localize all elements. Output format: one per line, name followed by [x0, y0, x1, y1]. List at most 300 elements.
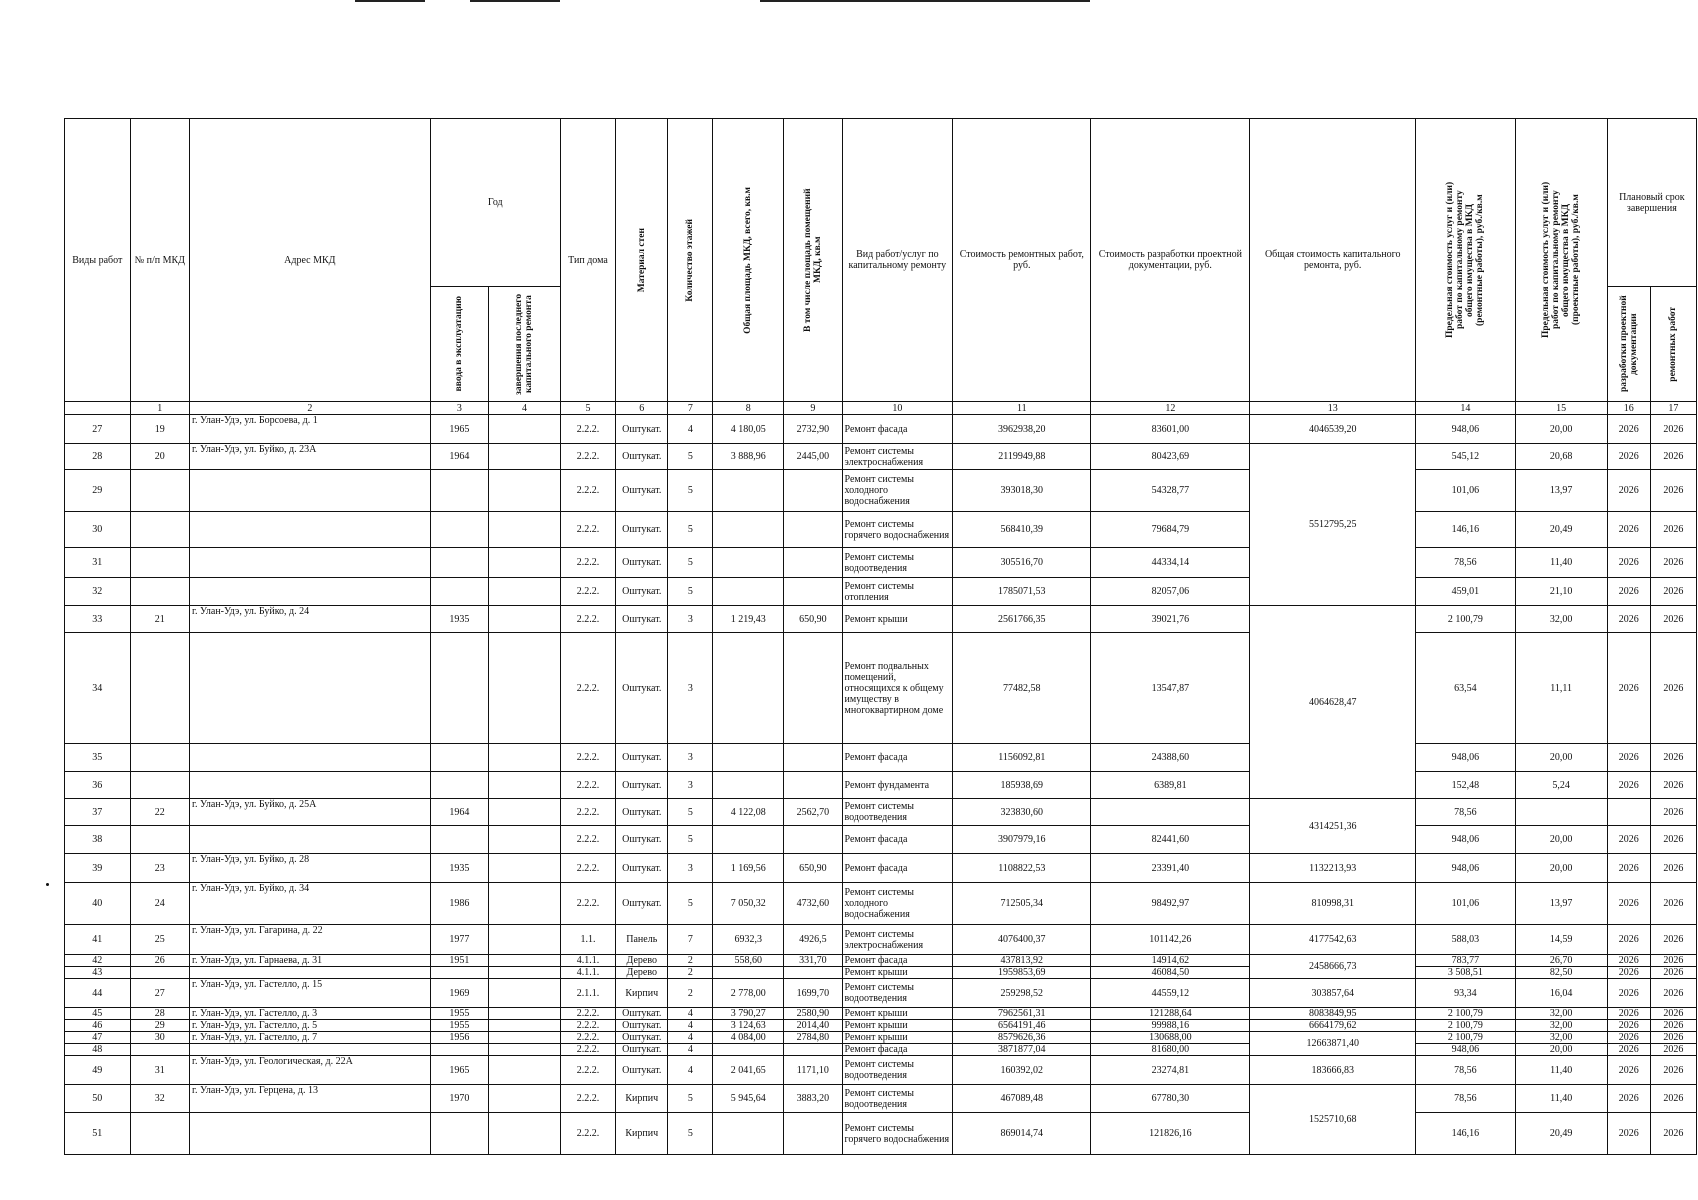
- mkd-number: 23: [130, 854, 189, 883]
- year-last-repair: [489, 633, 561, 744]
- total-area: 1 169,56: [713, 854, 784, 883]
- deadline-design: [1607, 799, 1650, 826]
- design-cost: 121826,16: [1091, 1113, 1250, 1155]
- column-number: 13: [1250, 402, 1416, 415]
- design-cost: 99988,16: [1091, 1020, 1250, 1032]
- scan-edge-line: [760, 0, 1090, 2]
- premises-area: [784, 512, 842, 548]
- work-type: Ремонт системы водоотведения: [842, 1056, 953, 1085]
- repair-cost: 6564191,46: [953, 1020, 1091, 1032]
- column-number: 5: [560, 402, 615, 415]
- year-last-repair: [489, 1044, 561, 1056]
- design-cost: 39021,76: [1091, 606, 1250, 633]
- row-number: 49: [65, 1056, 131, 1085]
- work-type: Ремонт системы холодного водоснабжения: [842, 883, 953, 925]
- design-cost: 82057,06: [1091, 578, 1250, 606]
- year-last-repair: [489, 1032, 561, 1044]
- mkd-number: [130, 1113, 189, 1155]
- repair-cost: 259298,52: [953, 979, 1091, 1008]
- total-area: [713, 772, 784, 799]
- address-cell: г. Улан-Удэ, ул. Буйко, д. 24: [189, 606, 430, 633]
- design-cost: 54328,77: [1091, 470, 1250, 512]
- work-type: Ремонт системы горячего водоснабжения: [842, 512, 953, 548]
- table-row: [65, 633, 1697, 744]
- design-cost: 23391,40: [1091, 854, 1250, 883]
- limit-cost-design: 82,50: [1515, 967, 1607, 979]
- floors-count: 5: [668, 548, 713, 578]
- row-number: 44: [65, 979, 131, 1008]
- limit-cost-repair: 63,54: [1416, 633, 1515, 744]
- year-last-repair: [489, 606, 561, 633]
- premises-area: [784, 1113, 842, 1155]
- table-row: [65, 1008, 1697, 1020]
- house-type: 2.2.2.: [560, 578, 615, 606]
- limit-cost-design: 11,40: [1515, 548, 1607, 578]
- total-area: 4 122,08: [713, 799, 784, 826]
- work-type: Ремонт фасада: [842, 1044, 953, 1056]
- table-row: [65, 979, 1697, 1008]
- limit-cost-design: 20,00: [1515, 744, 1607, 772]
- column-number: 14: [1416, 402, 1515, 415]
- deadline-design: 2026: [1607, 883, 1650, 925]
- col-header-material: Материал стен: [636, 227, 647, 293]
- wall-material: Кирпич: [616, 979, 668, 1008]
- deadline-design: 2026: [1607, 512, 1650, 548]
- total-cost: 6664179,62: [1250, 1020, 1416, 1032]
- row-number: 37: [65, 799, 131, 826]
- floors-count: 3: [668, 606, 713, 633]
- repair-cost: 3871877,04: [953, 1044, 1091, 1056]
- work-type: Ремонт системы водоотведения: [842, 979, 953, 1008]
- limit-cost-design: 20,00: [1515, 1044, 1607, 1056]
- col-header-srok: Плановый срок завершения: [1607, 119, 1696, 287]
- house-type: 2.2.2.: [560, 548, 615, 578]
- total-area: [713, 1044, 784, 1056]
- year-last-repair: [489, 925, 561, 955]
- col-header-tip-doma: Тип дома: [560, 119, 615, 402]
- total-cost: 810998,31: [1250, 883, 1416, 925]
- row-number: 40: [65, 883, 131, 925]
- deadline-repair: 2026: [1650, 799, 1696, 826]
- floors-count: 5: [668, 470, 713, 512]
- house-type: 2.1.1.: [560, 979, 615, 1008]
- premises-area: [784, 548, 842, 578]
- total-area: 2 778,00: [713, 979, 784, 1008]
- repair-cost: 7962561,31: [953, 1008, 1091, 1020]
- limit-cost-design: 21,10: [1515, 578, 1607, 606]
- column-number: 1: [130, 402, 189, 415]
- mkd-number: 32: [130, 1085, 189, 1113]
- row-number: 42: [65, 955, 131, 967]
- floors-count: 2: [668, 967, 713, 979]
- repair-cost: 568410,39: [953, 512, 1091, 548]
- floors-count: 4: [668, 1020, 713, 1032]
- limit-cost-design: 32,00: [1515, 1020, 1607, 1032]
- year-commissioned: [430, 967, 488, 979]
- year-commissioned: 1955: [430, 1008, 488, 1020]
- repair-cost: 185938,69: [953, 772, 1091, 799]
- column-number: 3: [430, 402, 488, 415]
- deadline-repair: 2026: [1650, 826, 1696, 854]
- year-last-repair: [489, 744, 561, 772]
- house-type: 2.2.2.: [560, 1020, 615, 1032]
- repair-cost: 2561766,35: [953, 606, 1091, 633]
- column-number: 9: [784, 402, 842, 415]
- row-number: 50: [65, 1085, 131, 1113]
- design-cost: 44334,14: [1091, 548, 1250, 578]
- design-cost: 79684,79: [1091, 512, 1250, 548]
- year-last-repair: [489, 1113, 561, 1155]
- work-type: Ремонт фундамента: [842, 772, 953, 799]
- limit-cost-repair: 459,01: [1416, 578, 1515, 606]
- premises-area: 4732,60: [784, 883, 842, 925]
- total-area: 558,60: [713, 955, 784, 967]
- year-last-repair: [489, 415, 561, 444]
- design-cost: 14914,62: [1091, 955, 1250, 967]
- row-number: 29: [65, 470, 131, 512]
- mkd-number: 25: [130, 925, 189, 955]
- address-cell: г. Улан-Удэ, ул. Гастелло, д. 5: [189, 1020, 430, 1032]
- year-commissioned: 1964: [430, 444, 488, 470]
- house-type: 2.2.2.: [560, 799, 615, 826]
- repair-cost: 2119949,88: [953, 444, 1091, 470]
- table-row: [65, 578, 1697, 606]
- total-cost: 2458666,73: [1250, 955, 1416, 979]
- row-number: 34: [65, 633, 131, 744]
- total-area: 3 888,96: [713, 444, 784, 470]
- work-type: Ремонт крыши: [842, 606, 953, 633]
- deadline-design: 2026: [1607, 415, 1650, 444]
- limit-cost-repair: 588,03: [1416, 925, 1515, 955]
- design-cost: 81680,00: [1091, 1044, 1250, 1056]
- work-type: Ремонт системы горячего водоснабжения: [842, 1113, 953, 1155]
- deadline-design: 2026: [1607, 548, 1650, 578]
- premises-area: 1699,70: [784, 979, 842, 1008]
- address-cell: г. Улан-Удэ, ул. Гастелло, д. 3: [189, 1008, 430, 1020]
- row-number: 32: [65, 578, 131, 606]
- repair-cost: 437813,92: [953, 955, 1091, 967]
- wall-material: Оштукат.: [616, 470, 668, 512]
- column-number: 16: [1607, 402, 1650, 415]
- deadline-design: 2026: [1607, 578, 1650, 606]
- work-type: Ремонт системы электроснабжения: [842, 444, 953, 470]
- table-row: [65, 1113, 1697, 1155]
- house-type: 2.2.2.: [560, 1008, 615, 1020]
- table-row: [65, 1020, 1697, 1032]
- year-commissioned: 1935: [430, 606, 488, 633]
- address-cell: г. Улан-Удэ, ул. Гастелло, д. 15: [189, 979, 430, 1008]
- address-cell: г. Улан-Удэ, ул. Гагарина, д. 22: [189, 925, 430, 955]
- work-type: Ремонт крыши: [842, 1020, 953, 1032]
- limit-cost-repair: 783,77: [1416, 955, 1515, 967]
- floors-count: 4: [668, 1044, 713, 1056]
- col-header-nomer-mkd: № п/п МКД: [130, 119, 189, 402]
- premises-area: 4926,5: [784, 925, 842, 955]
- col-header-zaversheniya: завершения последнего капитального ремонта: [514, 293, 535, 395]
- year-last-repair: [489, 883, 561, 925]
- address-cell: [189, 772, 430, 799]
- mkd-number: 22: [130, 799, 189, 826]
- limit-cost-design: 5,24: [1515, 772, 1607, 799]
- deadline-design: 2026: [1607, 633, 1650, 744]
- total-cost: 1525710,68: [1250, 1085, 1416, 1155]
- limit-cost-design: 20,00: [1515, 826, 1607, 854]
- deadline-design: 2026: [1607, 470, 1650, 512]
- year-commissioned: [430, 744, 488, 772]
- row-number: 35: [65, 744, 131, 772]
- work-type: Ремонт крыши: [842, 1032, 953, 1044]
- col-header-god: Год: [430, 119, 560, 287]
- wall-material: Оштукат.: [616, 1044, 668, 1056]
- wall-material: Оштукат.: [616, 1008, 668, 1020]
- mkd-number: 28: [130, 1008, 189, 1020]
- deadline-repair: 2026: [1650, 979, 1696, 1008]
- floors-count: 2: [668, 955, 713, 967]
- wall-material: Дерево: [616, 967, 668, 979]
- total-cost: 5512795,25: [1250, 444, 1416, 606]
- year-last-repair: [489, 1008, 561, 1020]
- year-commissioned: [430, 578, 488, 606]
- work-type: Ремонт фасада: [842, 854, 953, 883]
- deadline-repair: 2026: [1650, 955, 1696, 967]
- house-type: 2.2.2.: [560, 1113, 615, 1155]
- table-row: [65, 1032, 1697, 1044]
- wall-material: Дерево: [616, 955, 668, 967]
- total-cost: 12663871,40: [1250, 1032, 1416, 1056]
- limit-cost-design: 32,00: [1515, 1008, 1607, 1020]
- deadline-design: 2026: [1607, 1044, 1650, 1056]
- wall-material: Оштукат.: [616, 444, 668, 470]
- deadline-repair: 2026: [1650, 925, 1696, 955]
- limit-cost-repair: 3 508,51: [1416, 967, 1515, 979]
- year-last-repair: [489, 578, 561, 606]
- floors-count: 5: [668, 799, 713, 826]
- deadline-repair: 2026: [1650, 744, 1696, 772]
- limit-cost-design: 20,49: [1515, 1113, 1607, 1155]
- work-type: Ремонт системы водоотведения: [842, 1085, 953, 1113]
- floors-count: 3: [668, 633, 713, 744]
- table-row: [65, 1044, 1697, 1056]
- repair-schedule-table: [64, 118, 1697, 1155]
- year-commissioned: 1965: [430, 1056, 488, 1085]
- wall-material: Оштукат.: [616, 744, 668, 772]
- repair-cost: 8579626,36: [953, 1032, 1091, 1044]
- year-commissioned: [430, 548, 488, 578]
- total-cost: 4314251,36: [1250, 799, 1416, 854]
- limit-cost-design: 20,00: [1515, 854, 1607, 883]
- deadline-design: 2026: [1607, 744, 1650, 772]
- wall-material: Оштукат.: [616, 606, 668, 633]
- wall-material: Оштукат.: [616, 1020, 668, 1032]
- year-commissioned: [430, 470, 488, 512]
- deadline-design: 2026: [1607, 854, 1650, 883]
- mkd-number: 27: [130, 979, 189, 1008]
- repair-cost: 160392,02: [953, 1056, 1091, 1085]
- total-area: 4 084,00: [713, 1032, 784, 1044]
- house-type: 2.2.2.: [560, 772, 615, 799]
- floors-count: 5: [668, 1085, 713, 1113]
- design-cost: 82441,60: [1091, 826, 1250, 854]
- col-header-stoim-rem: Стоимость ремонтных работ, руб.: [953, 119, 1091, 402]
- address-cell: г. Улан-Удэ, ул. Гастелло, д. 7: [189, 1032, 430, 1044]
- house-type: 2.2.2.: [560, 606, 615, 633]
- work-type: Ремонт системы водоотведения: [842, 548, 953, 578]
- work-type: Ремонт подвальных помещений, относящихся к общему имуществу в многоквартирном доме: [842, 633, 953, 744]
- mkd-number: 20: [130, 444, 189, 470]
- repair-cost: 712505,34: [953, 883, 1091, 925]
- design-cost: 83601,00: [1091, 415, 1250, 444]
- limit-cost-design: 20,49: [1515, 512, 1607, 548]
- total-cost: 4064628,47: [1250, 606, 1416, 799]
- total-cost: 1132213,93: [1250, 854, 1416, 883]
- total-cost: 4177542,63: [1250, 925, 1416, 955]
- year-last-repair: [489, 1020, 561, 1032]
- total-cost: 183666,83: [1250, 1056, 1416, 1085]
- wall-material: Оштукат.: [616, 772, 668, 799]
- design-cost: 13547,87: [1091, 633, 1250, 744]
- deadline-repair: 2026: [1650, 883, 1696, 925]
- year-commissioned: 1964: [430, 799, 488, 826]
- limit-cost-design: [1515, 799, 1607, 826]
- wall-material: Оштукат.: [616, 415, 668, 444]
- limit-cost-design: 26,70: [1515, 955, 1607, 967]
- total-area: [713, 1113, 784, 1155]
- limit-cost-design: 11,11: [1515, 633, 1607, 744]
- repair-cost: 4076400,37: [953, 925, 1091, 955]
- work-type: Ремонт крыши: [842, 1008, 953, 1020]
- column-number: 15: [1515, 402, 1607, 415]
- col-header-stoim-proekt: Стоимость разработки проектной документации, руб.: [1091, 119, 1250, 402]
- floors-count: 4: [668, 415, 713, 444]
- deadline-design: 2026: [1607, 1113, 1650, 1155]
- table-row: [65, 512, 1697, 548]
- work-type: Ремонт системы водоотведения: [842, 799, 953, 826]
- address-cell: г. Улан-Удэ, ул. Гарнаева, д. 31: [189, 955, 430, 967]
- row-number: 28: [65, 444, 131, 470]
- limit-cost-repair: 146,16: [1416, 512, 1515, 548]
- year-last-repair: [489, 772, 561, 799]
- table-row: [65, 744, 1697, 772]
- premises-area: [784, 578, 842, 606]
- repair-cost: 1156092,81: [953, 744, 1091, 772]
- deadline-repair: 2026: [1650, 854, 1696, 883]
- house-type: 4.1.1.: [560, 955, 615, 967]
- table-row: [65, 967, 1697, 979]
- year-last-repair: [489, 1085, 561, 1113]
- year-commissioned: [430, 1113, 488, 1155]
- scan-speck: [46, 883, 49, 886]
- table-row: [65, 854, 1697, 883]
- column-number: 8: [713, 402, 784, 415]
- house-type: 2.2.2.: [560, 883, 615, 925]
- design-cost: 24388,60: [1091, 744, 1250, 772]
- table-row: [65, 444, 1697, 470]
- col-header-ploshad: Общая площадь МКД, всего, кв.м: [743, 186, 754, 334]
- deadline-design: 2026: [1607, 1085, 1650, 1113]
- floors-count: 4: [668, 1008, 713, 1020]
- premises-area: [784, 470, 842, 512]
- deadline-repair: 2026: [1650, 1113, 1696, 1155]
- floors-count: 4: [668, 1056, 713, 1085]
- work-type: Ремонт фасада: [842, 744, 953, 772]
- mkd-number: 21: [130, 606, 189, 633]
- total-area: 4 180,05: [713, 415, 784, 444]
- repair-cost: 3907979,16: [953, 826, 1091, 854]
- design-cost: 46084,50: [1091, 967, 1250, 979]
- address-cell: [189, 967, 430, 979]
- col-header-vvoda: ввода в эксплуатацию: [454, 296, 465, 392]
- floors-count: 5: [668, 883, 713, 925]
- year-commissioned: [430, 1044, 488, 1056]
- floors-count: 5: [668, 512, 713, 548]
- premises-area: [784, 826, 842, 854]
- house-type: 2.2.2.: [560, 633, 615, 744]
- house-type: 4.1.1.: [560, 967, 615, 979]
- limit-cost-design: 13,97: [1515, 470, 1607, 512]
- total-cost: 4046539,20: [1250, 415, 1416, 444]
- wall-material: Панель: [616, 925, 668, 955]
- address-cell: [189, 633, 430, 744]
- limit-cost-repair: 545,12: [1416, 444, 1515, 470]
- address-cell: г. Улан-Удэ, ул. Буйко, д. 25А: [189, 799, 430, 826]
- mkd-number: [130, 470, 189, 512]
- mkd-number: 29: [130, 1020, 189, 1032]
- premises-area: 2732,90: [784, 415, 842, 444]
- row-number: 45: [65, 1008, 131, 1020]
- repair-cost: 1785071,53: [953, 578, 1091, 606]
- floors-count: 5: [668, 578, 713, 606]
- col-header-adres: Адрес МКД: [189, 119, 430, 402]
- year-last-repair: [489, 955, 561, 967]
- mkd-number: [130, 548, 189, 578]
- table-row: [65, 826, 1697, 854]
- wall-material: Оштукат.: [616, 548, 668, 578]
- limit-cost-design: 11,40: [1515, 1056, 1607, 1085]
- table-row: [65, 955, 1697, 967]
- repair-cost: 1959853,69: [953, 967, 1091, 979]
- total-cost: 8083849,95: [1250, 1008, 1416, 1020]
- premises-area: 3883,20: [784, 1085, 842, 1113]
- work-type: Ремонт фасада: [842, 955, 953, 967]
- floors-count: 5: [668, 1113, 713, 1155]
- column-number: 4: [489, 402, 561, 415]
- limit-cost-design: 11,40: [1515, 1085, 1607, 1113]
- floors-count: 3: [668, 854, 713, 883]
- deadline-repair: 2026: [1650, 470, 1696, 512]
- floors-count: 3: [668, 744, 713, 772]
- total-area: 5 945,64: [713, 1085, 784, 1113]
- floors-count: 4: [668, 1032, 713, 1044]
- col-header-obshaya: Общая стоимость капитального ремонта, руб.: [1250, 119, 1416, 402]
- column-number: 6: [616, 402, 668, 415]
- limit-cost-repair: 152,48: [1416, 772, 1515, 799]
- limit-cost-repair: 93,34: [1416, 979, 1515, 1008]
- year-commissioned: [430, 633, 488, 744]
- wall-material: Оштукат.: [616, 854, 668, 883]
- total-area: [713, 744, 784, 772]
- mkd-number: [130, 744, 189, 772]
- mkd-number: 26: [130, 955, 189, 967]
- deadline-repair: 2026: [1650, 1056, 1696, 1085]
- work-type: Ремонт системы отопления: [842, 578, 953, 606]
- house-type: 2.2.2.: [560, 1032, 615, 1044]
- limit-cost-design: 20,68: [1515, 444, 1607, 470]
- total-area: 3 790,27: [713, 1008, 784, 1020]
- col-header-etazhey: Количество этажей: [685, 218, 696, 302]
- table-row: [65, 548, 1697, 578]
- wall-material: Оштукат.: [616, 883, 668, 925]
- premises-area: 1171,10: [784, 1056, 842, 1085]
